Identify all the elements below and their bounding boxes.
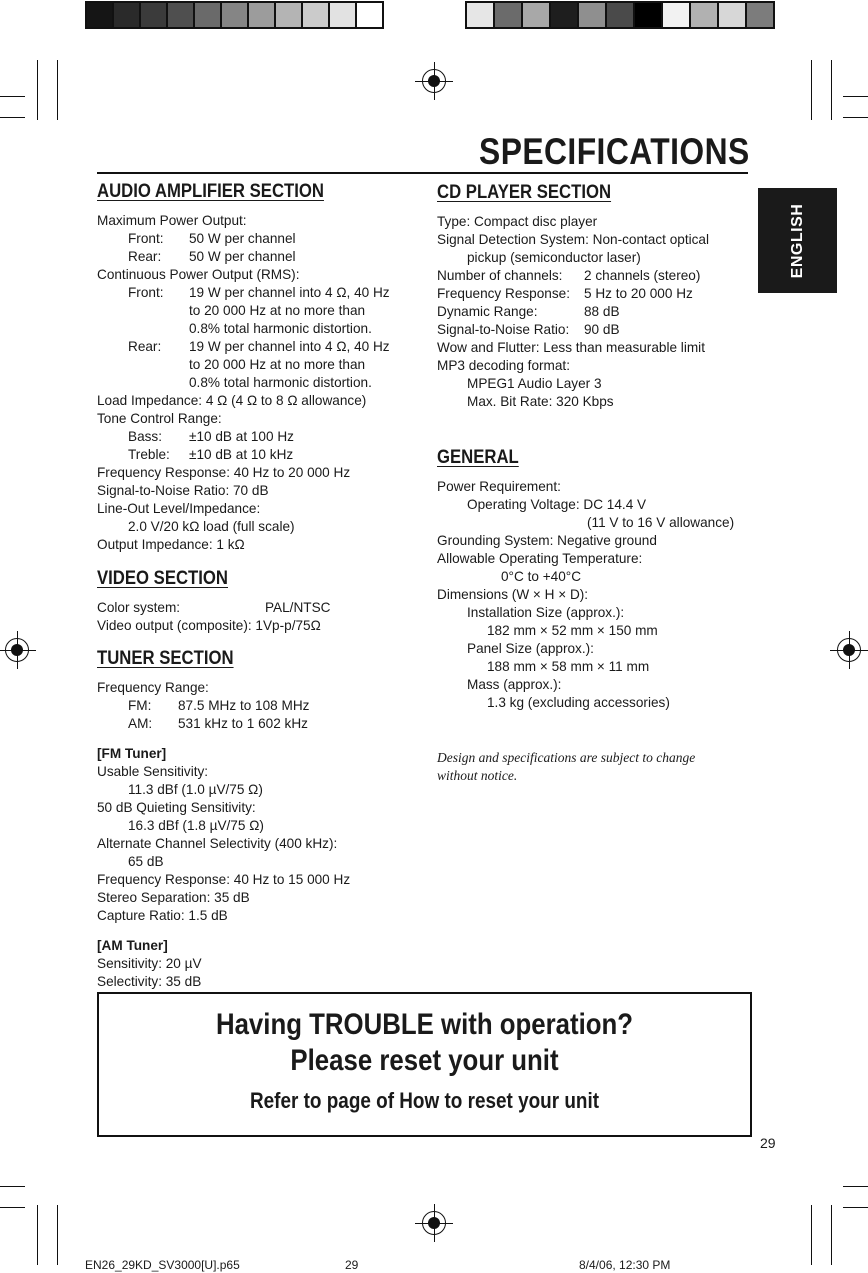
spec-label: Treble: <box>128 447 170 462</box>
spec-value: 65 dB <box>128 854 164 869</box>
spec-line: Sensitivity: 20 µV <box>97 956 202 971</box>
spec-label: Bass: <box>128 429 162 444</box>
spec-line: Alternate Channel Selectivity (400 kHz): <box>97 836 338 851</box>
spec-label: FM: <box>128 698 152 713</box>
spec-value: Max. Bit Rate: 320 Kbps <box>467 394 614 409</box>
footer-filename: EN26_29KD_SV3000[U].p65 <box>85 1258 240 1272</box>
page-title: SPECIFICATIONS <box>479 131 750 172</box>
spec-line: Frequency Response: 40 Hz to 15 000 Hz <box>97 872 351 887</box>
spec-line: Video output (composite): 1Vp-p/75Ω <box>97 618 321 633</box>
spec-line: Power Requirement: <box>437 479 561 494</box>
spec-line: MP3 decoding format: <box>437 358 570 373</box>
color-swatch <box>276 1 303 29</box>
spec-line: 50 dB Quieting Sensitivity: <box>97 800 256 815</box>
crop-mark <box>843 117 868 118</box>
spec-line: Installation Size (approx.): <box>467 605 625 620</box>
crop-mark <box>811 60 812 120</box>
crop-mark <box>57 1205 58 1265</box>
crop-mark <box>0 117 25 118</box>
tuner-section-heading: TUNER SECTION <box>97 648 234 669</box>
spec-value: PAL/NTSC <box>265 600 331 615</box>
spec-value: to 20 000 Hz at no more than <box>189 357 366 372</box>
crop-mark <box>0 1186 25 1187</box>
page-number: 29 <box>760 1135 776 1151</box>
spec-value: 19 W per channel into 4 Ω, 40 Hz <box>189 339 390 354</box>
color-swatch <box>114 1 141 29</box>
spec-label: Rear: <box>128 249 162 264</box>
spec-line: Wow and Flutter: Less than measurable limit <box>437 340 705 355</box>
spec-value: 0°C to +40°C <box>501 569 582 584</box>
spec-value: 2.0 V/20 kΩ load (full scale) <box>128 519 295 534</box>
footer-date: 8/4/06, 12:30 PM <box>579 1258 671 1272</box>
spec-line: Allowable Operating Temperature: <box>437 551 643 566</box>
spec-value: 88 dB <box>584 304 620 319</box>
spec-line: Maximum Power Output: <box>97 213 247 228</box>
color-swatch <box>523 1 551 29</box>
language-tab <box>758 188 837 293</box>
spec-value: pickup (semiconductor laser) <box>467 250 641 265</box>
color-swatch <box>222 1 249 29</box>
spec-line: Usable Sensitivity: <box>97 764 209 779</box>
spec-line: Line-Out Level/Impedance: <box>97 501 261 516</box>
crop-mark <box>831 60 832 120</box>
reset-heading: Please reset your unit <box>290 1044 559 1077</box>
video-section-heading: VIDEO SECTION <box>97 568 228 589</box>
crop-mark <box>0 96 25 97</box>
spec-label: Front: <box>128 231 164 246</box>
spec-value: 1.3 kg (excluding accessories) <box>487 695 670 710</box>
spec-line: Panel Size (approx.): <box>467 641 594 656</box>
spec-value: 87.5 MHz to 108 MHz <box>178 698 310 713</box>
footer-page: 29 <box>345 1258 359 1272</box>
registration-mark-icon <box>5 638 29 662</box>
color-swatch <box>303 1 330 29</box>
spec-line: Selectivity: 35 dB <box>97 974 202 989</box>
spec-value: ±10 dB at 100 Hz <box>189 429 294 444</box>
language-tab-label: ENGLISH <box>788 203 806 278</box>
color-swatch <box>495 1 523 29</box>
registration-mark-icon <box>837 638 861 662</box>
spec-label: Front: <box>128 285 164 300</box>
spec-line: Signal Detection System: Non-contact optical <box>437 232 710 247</box>
reset-reference: Refer to page of How to reset your unit <box>250 1088 599 1113</box>
spec-line: Type: Compact disc player <box>437 214 598 229</box>
crop-mark <box>0 1207 25 1208</box>
spec-label: Number of channels: <box>437 268 563 283</box>
crop-mark <box>57 60 58 120</box>
spec-value: to 20 000 Hz at no more than <box>189 303 366 318</box>
audio-section-heading: AUDIO AMPLIFIER SECTION <box>97 181 324 202</box>
color-swatch <box>249 1 276 29</box>
spec-line: Mass (approx.): <box>467 677 562 692</box>
crop-mark <box>843 1207 868 1208</box>
crop-mark <box>37 60 38 120</box>
color-swatch <box>330 1 357 29</box>
color-swatch <box>551 1 579 29</box>
spec-value: 0.8% total harmonic distortion. <box>189 321 372 336</box>
spec-label: Dynamic Range: <box>437 304 538 319</box>
spec-label: AM: <box>128 716 153 731</box>
spec-line: Load Impedance: 4 Ω (4 Ω to 8 Ω allowance) <box>97 393 367 408</box>
spec-label: Rear: <box>128 339 162 354</box>
spec-line: Stereo Separation: 35 dB <box>97 890 250 905</box>
spec-value: ±10 dB at 10 kHz <box>189 447 294 462</box>
spec-line: Grounding System: Negative ground <box>437 533 657 548</box>
color-swatch <box>85 1 114 29</box>
subheading-am-tuner: [AM Tuner] <box>97 938 168 953</box>
spec-line: Output Impedance: 1 kΩ <box>97 537 245 552</box>
color-swatch <box>635 1 663 29</box>
color-swatch <box>465 1 495 29</box>
spec-value: 19 W per channel into 4 Ω, 40 Hz <box>189 285 390 300</box>
spec-label: Color system: <box>97 600 181 615</box>
spec-line: Continuous Power Output (RMS): <box>97 267 300 282</box>
spec-line: Tone Control Range: <box>97 411 222 426</box>
disclaimer-note-line: Design and specifications are subject to change <box>437 750 696 765</box>
spec-value: 2 channels (stereo) <box>584 268 701 283</box>
spec-value: 90 dB <box>584 322 620 337</box>
disclaimer-note-line: without notice. <box>437 768 518 783</box>
crop-mark <box>811 1205 812 1265</box>
general-section-heading: GENERAL <box>437 447 519 468</box>
color-swatch <box>719 1 747 29</box>
spec-value: 11.3 dBf (1.0 µV/75 Ω) <box>128 782 263 797</box>
spec-line: Operating Voltage: DC 14.4 V <box>467 497 647 512</box>
grayscale-bar-left <box>85 1 384 29</box>
crop-mark <box>37 1205 38 1265</box>
spec-value: 5 Hz to 20 000 Hz <box>584 286 693 301</box>
crop-mark <box>831 1205 832 1265</box>
spec-value: 182 mm × 52 mm × 150 mm <box>487 623 658 638</box>
spec-value: 188 mm × 58 mm × 11 mm <box>487 659 650 674</box>
color-swatch <box>607 1 635 29</box>
color-swatch <box>357 1 384 29</box>
trouble-notice-box <box>97 992 752 1137</box>
registration-mark-icon <box>422 1211 446 1235</box>
color-swatch <box>579 1 607 29</box>
spec-value: (11 V to 16 V allowance) <box>587 515 735 530</box>
spec-value: 50 W per channel <box>189 231 296 246</box>
color-swatch <box>195 1 222 29</box>
color-swatch <box>168 1 195 29</box>
cd-section-heading: CD PLAYER SECTION <box>437 182 612 203</box>
spec-value: 50 W per channel <box>189 249 296 264</box>
title-rule <box>97 172 748 174</box>
color-swatch <box>141 1 168 29</box>
spec-value: 0.8% total harmonic distortion. <box>189 375 372 390</box>
spec-line: Frequency Range: <box>97 680 209 695</box>
spec-value: MPEG1 Audio Layer 3 <box>467 376 602 391</box>
spec-line: Dimensions (W × H × D): <box>437 587 589 602</box>
crop-mark <box>843 96 868 97</box>
color-swatch <box>747 1 775 29</box>
crop-mark <box>843 1186 868 1187</box>
registration-mark-icon <box>422 69 446 93</box>
spec-label: Signal-to-Noise Ratio: <box>437 322 570 337</box>
subheading-fm-tuner: [FM Tuner] <box>97 746 167 761</box>
grayscale-bar-right <box>465 1 775 29</box>
color-swatch <box>691 1 719 29</box>
spec-line: Signal-to-Noise Ratio: 70 dB <box>97 483 269 498</box>
spec-label: Frequency Response: <box>437 286 570 301</box>
color-swatch <box>663 1 691 29</box>
spec-value: 531 kHz to 1 602 kHz <box>178 716 308 731</box>
spec-value: 16.3 dBf (1.8 µV/75 Ω) <box>128 818 264 833</box>
trouble-heading: Having TROUBLE with operation? <box>215 1008 634 1041</box>
spec-line: Frequency Response: 40 Hz to 20 000 Hz <box>97 465 351 480</box>
spec-line: Capture Ratio: 1.5 dB <box>97 908 228 923</box>
